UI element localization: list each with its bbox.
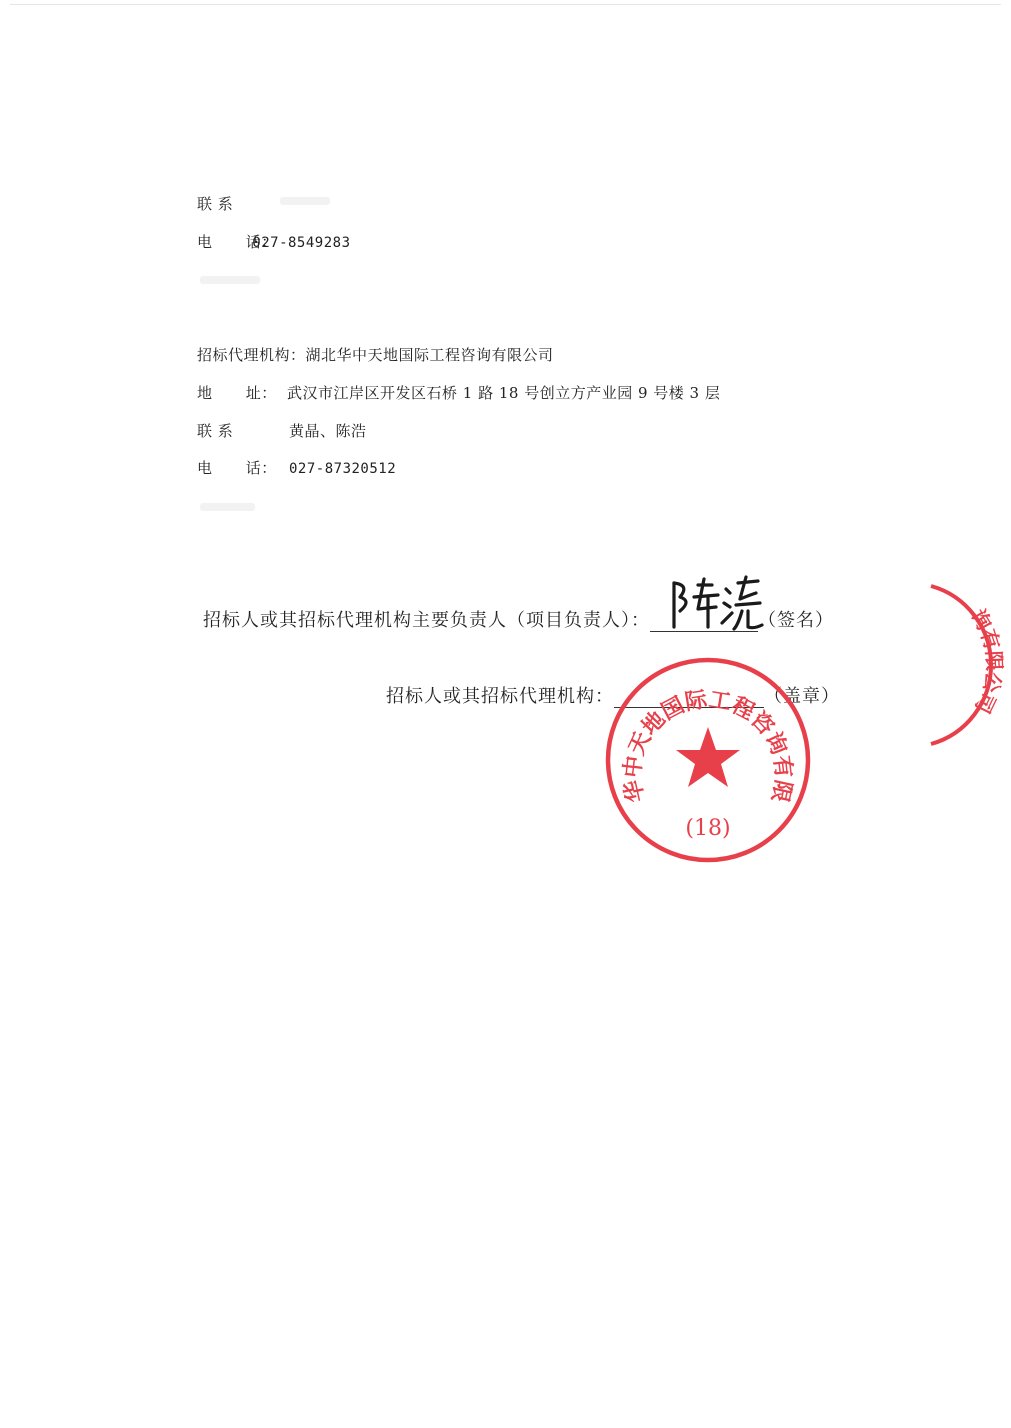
sign-note: （签名） <box>758 610 834 631</box>
agency-address-row <box>197 382 720 403</box>
company-seal <box>591 636 813 865</box>
top-rule <box>10 4 1001 5</box>
agency-phone-label: 电 话： <box>197 459 277 477</box>
agency-address-value: 武汉市江岸区开发区石桥 1 路 18 号创立方产业园 9 号楼 3 层 <box>287 384 721 402</box>
bidder-phone-label: 电 话： <box>197 233 277 251</box>
agency-name-value: 湖北华中天地国际工程咨询有限公司 <box>305 346 554 364</box>
bidder-contact-label: 联 系 <box>197 195 234 213</box>
agency-address-label: 地 址： <box>197 384 277 402</box>
partial-seal-text: 询有限公司 <box>965 604 1007 718</box>
seal-text: 湖北华中天地国际工程咨询有限公司 <box>591 636 796 805</box>
agency-contact-row <box>197 420 367 441</box>
redacted-mark <box>280 197 330 205</box>
handwritten-signature <box>668 575 768 635</box>
partial-seal-edge <box>925 580 1007 750</box>
svg-text:询有限公司 <box>966 605 1007 717</box>
agency-contact-value: 黄晶、陈浩 <box>289 422 367 440</box>
agency-name-row <box>197 344 554 365</box>
redacted-mark <box>200 503 255 511</box>
responsible-label: 招标人或其招标代理机构主要负责人（项目负责人）： <box>203 610 650 631</box>
agency-phone-value: 027-87320512 <box>289 461 397 477</box>
agency-name-label: 招标代理机构： <box>197 346 306 364</box>
agency-seal-label: 招标人或其招标代理机构： <box>386 686 614 707</box>
bidder-phone-row <box>197 231 351 252</box>
agency-contact-label: 联 系 <box>197 422 234 440</box>
seal-number: (18) <box>685 816 731 841</box>
bidder-phone-value: 027-8549283 <box>252 235 351 251</box>
redacted-mark <box>200 276 260 284</box>
bidder-contact-row <box>197 193 233 214</box>
agency-phone-row <box>197 457 396 478</box>
seal-note: （盖章） <box>764 686 840 707</box>
